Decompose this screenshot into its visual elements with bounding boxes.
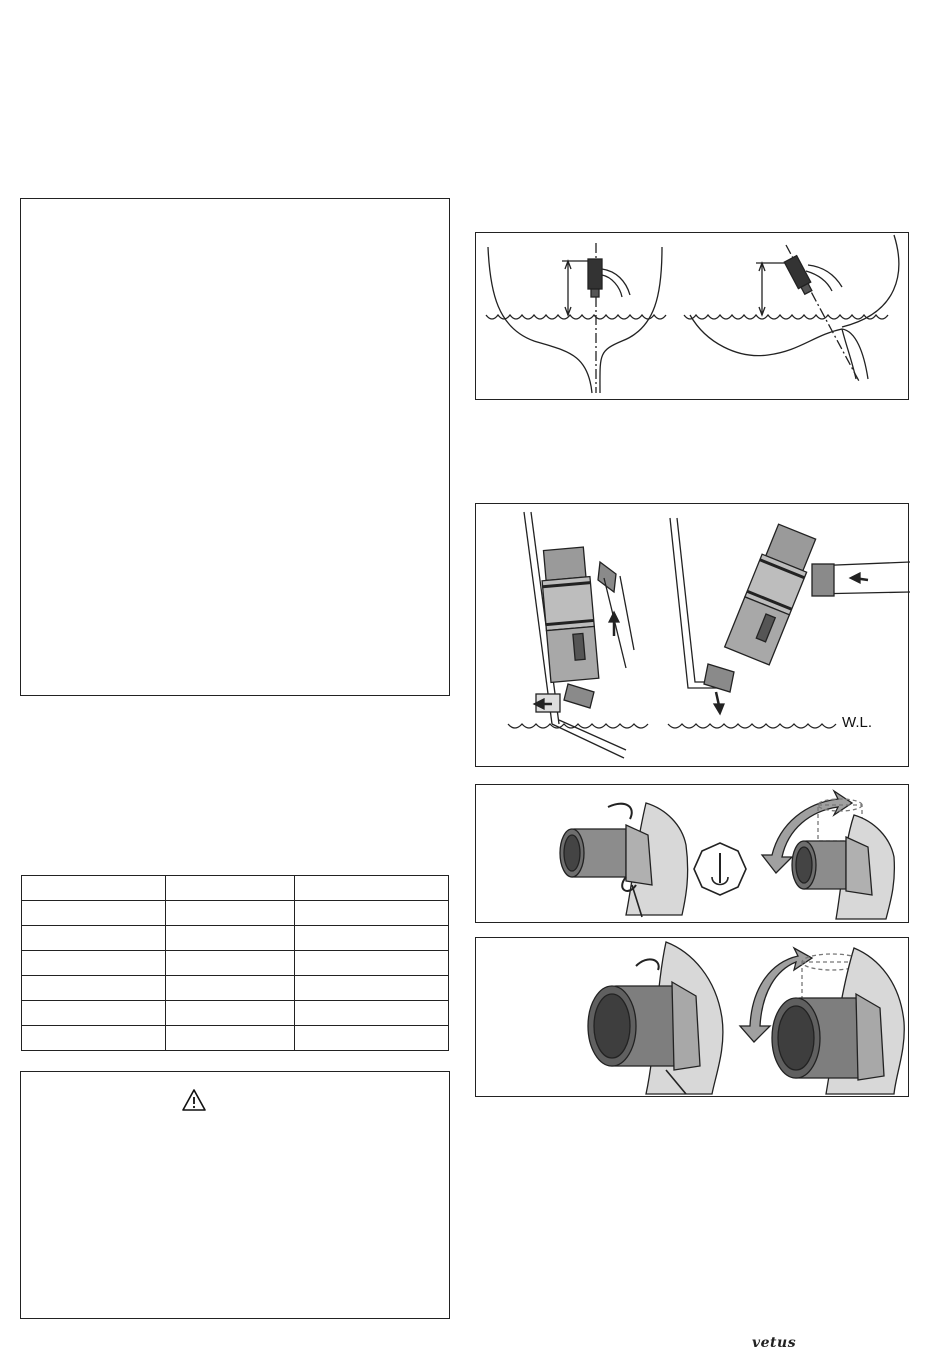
- table-cell: [22, 1026, 166, 1051]
- table-cell: [166, 876, 295, 901]
- table-cell: [295, 951, 449, 976]
- table-cell: [295, 901, 449, 926]
- table-cell: [166, 976, 295, 1001]
- table-cell: [22, 926, 166, 951]
- info-box: [20, 198, 450, 696]
- warning-triangle-icon: [181, 1088, 207, 1112]
- table-cell: [166, 926, 295, 951]
- table-cell: [22, 1001, 166, 1026]
- table-cell: [22, 876, 166, 901]
- table-row: [22, 976, 449, 1001]
- table-cell: [166, 1001, 295, 1026]
- table-cell: [166, 951, 295, 976]
- vetus-logo: vetus: [752, 1335, 797, 1351]
- table-cell: [295, 1026, 449, 1051]
- spec-table: [21, 875, 449, 1051]
- table-row: [22, 951, 449, 976]
- warning-box: [20, 1071, 450, 1319]
- table-cell: [22, 951, 166, 976]
- installation-figure: [475, 503, 909, 767]
- table-cell: [166, 901, 295, 926]
- table-row: [22, 926, 449, 951]
- table-cell: [22, 976, 166, 1001]
- table-cell: [295, 976, 449, 1001]
- table-cell: [166, 1026, 295, 1051]
- table-row: [22, 1026, 449, 1051]
- table-cell: [22, 901, 166, 926]
- table-row: [22, 901, 449, 926]
- elbow-rotation-figure: [475, 784, 909, 923]
- table-row: [22, 876, 449, 901]
- table-cell: [295, 876, 449, 901]
- waterline-label: W.L.: [842, 714, 873, 731]
- large-elbow-rotation-figure: [475, 937, 909, 1097]
- hull-section-figure: [475, 232, 909, 400]
- table-cell: [295, 1001, 449, 1026]
- table-row: [22, 1001, 449, 1026]
- table-cell: [295, 926, 449, 951]
